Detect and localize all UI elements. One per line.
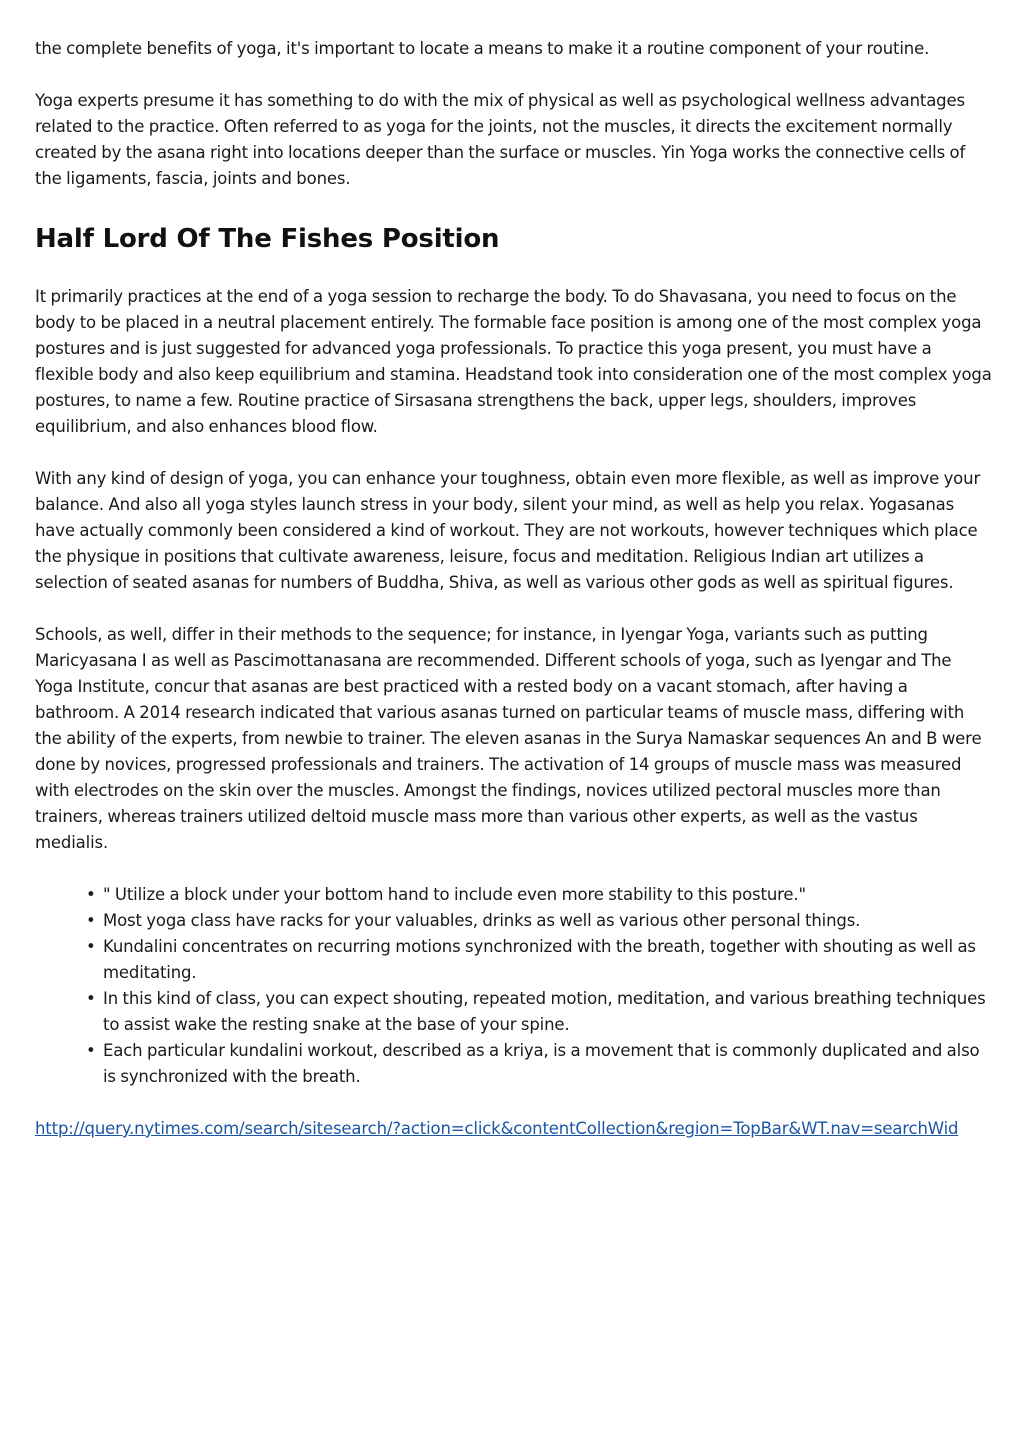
section-heading: Half Lord Of The Fishes Position (35, 224, 500, 254)
list-item (86, 908, 993, 934)
bullet-icon: • (86, 1041, 96, 1060)
paragraph-shavasana: It primarily practices at the end of a yoga session to recharge the body. To do Shavasana, you need to focus on the body to be placed in a neutral placement entirely. The formable face position is among one of the most complex yoga postures and is just suggested for advanced yoga professionals. To practice this yoga present, you must have a flexible body and also keep equilibrium and stamina. Headstand took into consideration one of the most complex yoga postures, to name a few. Routine practice of Sirsasana strengthens the back, upper legs, shoulders, improves equilibrium, and also enhances blood flow. (35, 287, 992, 436)
list-item (86, 882, 993, 908)
list-item (86, 1038, 993, 1090)
paragraph-yoga-styles: With any kind of design of yoga, you can enhance your toughness, obtain even more flexible, as well as improve your balance. And also all yoga styles launch stress in your body, silent your mind, as well as help you relax. Yogasanas have actually commonly been considered a kind of workout. They are not workouts, however techniques which place the physique in positions that cultivate awareness, leisure, focus and meditation. Religious Indian art utilizes a selection of seated asanas for numbers of Buddha, Shiva, as well as various other gods as well as spiritual figures. (35, 469, 981, 592)
paragraph-yin-yoga: Yoga experts presume it has something to do with the mix of physical as well as psychological wellness advantages related to the practice. Often referred to as yoga for the joints, not the muscles, it directs the excitement normally created by the asana right into locations deeper than the surface or muscles. Yin Yoga works the connective cells of the ligaments, fascia, joints and bones. (35, 91, 966, 188)
paragraph-intro-fragment: the complete benefits of yoga, it's important to locate a means to make it a routine component of your routine. (35, 39, 930, 58)
list-item (86, 934, 993, 986)
bullet-icon: • (86, 885, 96, 904)
bullet-icon: • (86, 911, 96, 930)
bullet-list (35, 882, 993, 1090)
list-item-text: " Utilize a block under your bottom hand to include even more stability to this posture." (103, 885, 806, 904)
source-link[interactable]: http://query.nytimes.com/search/sitesearch/?action=click&contentCollection&region=TopBar&WT.nav=searchWid (35, 1119, 959, 1138)
document-page (35, 36, 993, 1142)
bullet-icon: • (86, 937, 96, 956)
paragraph-schools: Schools, as well, differ in their methods to the sequence; for instance, in Iyengar Yoga, variants such as putting Maricyasana I as well as Pascimottanasana are recommended. Different schools of yoga, such as Iyengar and The Yoga Institute, concur that asanas are best practiced with a rested body on a vacant stomach, after having a bathroom. A 2014 research indicated that various asanas turned on particular teams of muscle mass, differing with the ability of the experts, from newbie to trainer. The eleven asanas in the Surya Namaskar sequences An and B were done by novices, progressed professionals and trainers. The activation of 14 groups of muscle mass was measured with electrodes on the skin over the muscles. Amongst the findings, novices utilized pectoral muscles more than trainers, whereas trainers utilized deltoid muscle mass more than various other experts, as well as the vastus medialis. (35, 625, 982, 852)
list-item-text: In this kind of class, you can expect shouting, repeated motion, meditation, and various breathing techniques to assist wake the resting snake at the base of your spine. (103, 989, 986, 1034)
list-item-text: Kundalini concentrates on recurring motions synchronized with the breath, together with shouting as well as meditating. (103, 937, 976, 982)
bullet-icon: • (86, 989, 96, 1008)
list-item-text: Each particular kundalini workout, described as a kriya, is a movement that is commonly duplicated and also is synchronized with the breath. (103, 1041, 980, 1086)
list-item-text: Most yoga class have racks for your valuables, drinks as well as various other personal things. (103, 911, 861, 930)
list-item (86, 986, 993, 1038)
